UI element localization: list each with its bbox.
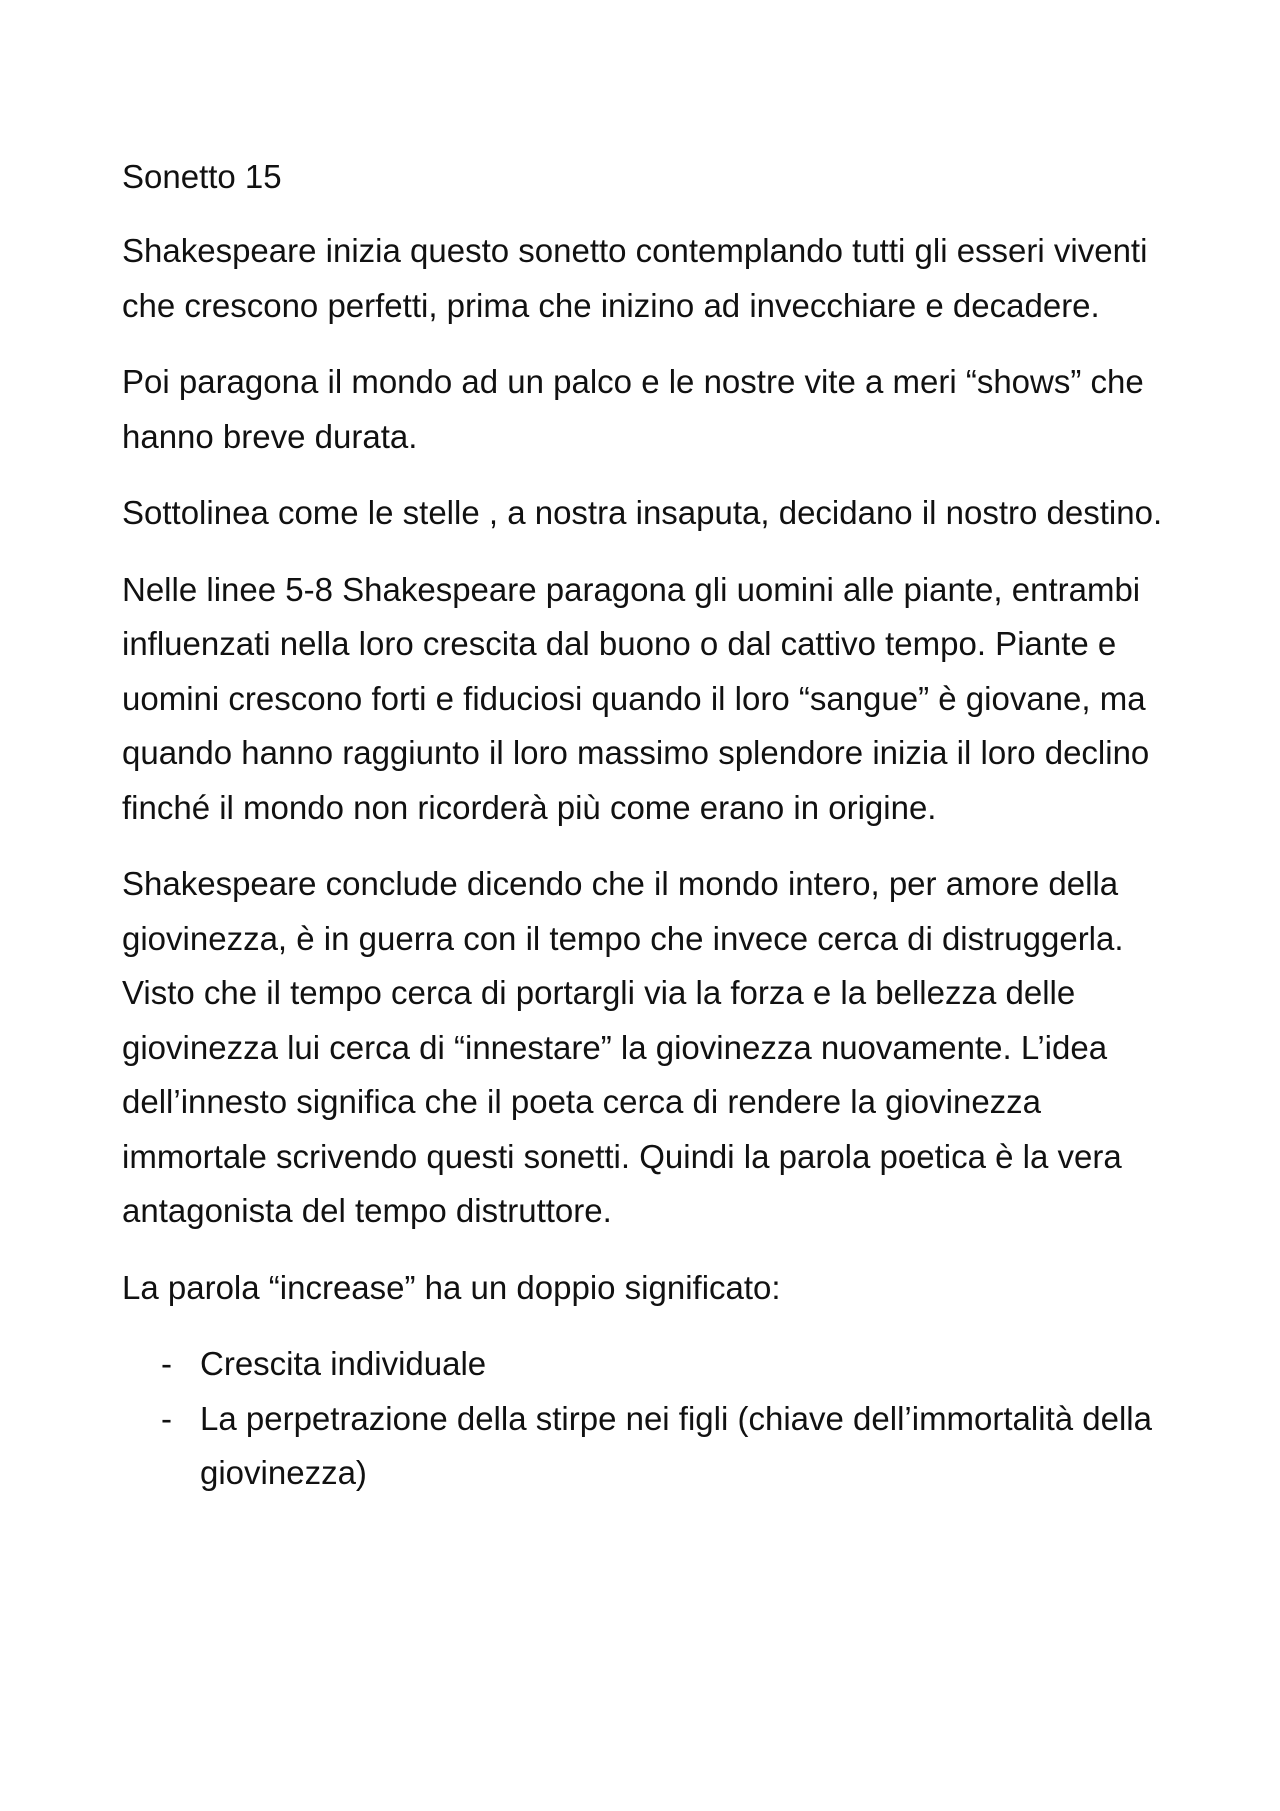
bullet-list	[122, 1337, 1172, 1501]
document-page	[122, 150, 1172, 1501]
paragraph-4: Nelle linee 5-8 Shakespeare paragona gli uomini alle piante, entrambi influenzati nella loro crescita dal buono o dal cattivo tempo. Piante e uomini crescono forti e fiduciosi quando il loro “sangue” è giovane, ma quando hanno raggiunto il loro massimo splendore inizia il loro declino finché il mondo non ricorderà più come erano in origine.	[122, 570, 1150, 826]
list-item-text: La perpetrazione della stirpe nei figli (chiave dell’immortalità della giovinezza)	[200, 1399, 1152, 1491]
paragraph-2: Poi paragona il mondo ad un palco e le nostre vite a meri “shows” che hanno breve durata.	[122, 363, 1144, 455]
document-title: Sonetto 15	[122, 158, 282, 195]
paragraph-3: Sottolinea come le stelle , a nostra insaputa, decidano il nostro destino.	[122, 494, 1163, 531]
list-item	[122, 1337, 1172, 1392]
paragraph-6: La parola “increase” ha un doppio significato:	[122, 1268, 781, 1306]
paragraph-1: Shakespeare inizia questo sonetto contemplando tutti gli esseri viventi che crescono perfetti, prima che inizino ad invecchiare e decadere.	[122, 232, 1148, 324]
bullet-dash: -	[161, 1399, 172, 1437]
bullet-dash: -	[161, 1345, 172, 1382]
list-item	[122, 1392, 1172, 1501]
list-item-text: Crescita individuale	[200, 1345, 487, 1382]
paragraph-5: Shakespeare conclude dicendo che il mondo intero, per amore della giovinezza, è in guerra con il tempo che invece cerca di distruggerla. Visto che il tempo cerca di portargli via la forza e la bellezza delle giovinezza lui cerca di “innestare” la giovinezza nuovamente. L’idea dell’innesto significa che il poeta cerca di rendere la giovinezza immortale scrivendo questi sonetti. Quindi la parola poetica è la vera antagonista del tempo distruttore.	[122, 865, 1124, 1229]
